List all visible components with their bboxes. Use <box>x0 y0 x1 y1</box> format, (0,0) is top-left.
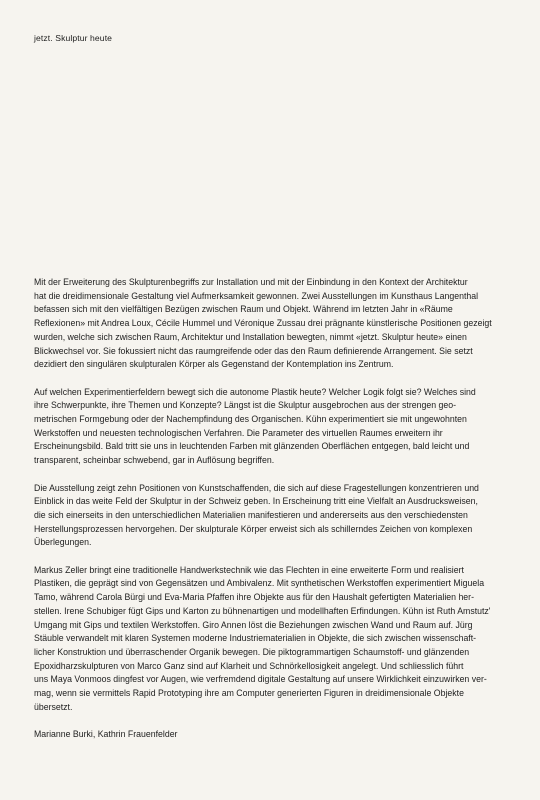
text-line: licher Konstruktion und überraschender Organik bewegen. Die piktogrammartigen Schaumstoff- und glänzenden <box>34 646 470 657</box>
text-line: Mit der Erweiterung des Skulpturenbegriffs zur Installation und mit der Einbindung in den Kontext der Architektur <box>34 277 468 287</box>
text-line: mag, wenn sie vermittels Rapid Prototyping ihre am Computer generierten Figuren in dreidimensionale Objekte <box>34 688 464 699</box>
text-line: die sich einerseits in den unterschiedlichen Materialien manifestieren und andererseits aus den verschiedensten <box>34 509 468 520</box>
text-line: uns Maya Vonmoos dingfest vor Augen, wie verfremdend digitale Gestaltung auf unsere Wirklichkeit einzuwirken ver- <box>34 674 487 685</box>
text-line: Umgang mit Gips und textilen Werkstoffen. Giro Annen löst die Beziehungen zwischen Wand und Raum auf. Jürg <box>34 619 473 630</box>
text-line: hat die dreidimensionale Gestaltung viel Aufmerksamkeit gewonnen. Zwei Ausstellungen im Kunsthaus Langenthal <box>34 290 479 301</box>
text-line: Stäuble verwandelt mit klaren Systemen moderne Industriematerialien in Objekte, die sich zwischen wissenschaft- <box>34 633 477 644</box>
text-line: metrischen Formgebung oder der Nachempfindung des Organischen. Kühn experimentiert sie mit ungewohnten <box>34 414 467 425</box>
text-line: Die Ausstellung zeigt zehn Positionen von Kunstschaffenden, die sich auf diese Fragestellungen konzentrieren und <box>34 482 479 493</box>
text-line: Epoxidharzskulpturen von Marco Ganz sind auf Klarheit und Schnörkellosigkeit angelegt. Und schliesslich führt <box>34 660 464 671</box>
text-line: Tamo, während Carola Bürgi und Eva-Maria Pfaffen ihre Objekte aus für den Haushalt gefertigten Materialien her- <box>34 592 475 603</box>
text-line: transparent, scheinbar schwebend, gar in Auflösung begriffen. <box>34 455 275 466</box>
text-line: stellen. Irene Schubiger fügt Gips und Karton zu bühnenartigen und modellhaften Erfindungen. Kühn ist Ruth Amstutz' <box>34 605 491 616</box>
text-line: Reflexionen» mit Andrea Loux, Cécile Hummel und Véronique Zussau drei prägnante künstlerische Positionen gezeigt <box>34 318 492 329</box>
paragraph <box>34 386 500 468</box>
text-line: Auf welchen Experimentierfeldern bewegt sich die autonome Plastik heute? Welcher Logik folgt sie? Welches sind <box>34 386 476 397</box>
running-head: jetzt. Skulptur heute <box>34 33 113 43</box>
body-text <box>34 276 500 742</box>
paragraph <box>34 564 500 715</box>
text-line: dezidiert den singulären skulpturalen Körper als Gegenstand der Kontemplation ins Zentrum. <box>34 359 394 370</box>
text-line: Werkstoffen und neuesten technologischen Verfahren. Die Parameter des virtuellen Raumes erweitern ihr <box>34 427 443 438</box>
author-signature: Marianne Burki, Kathrin Frauenfelder <box>34 729 178 740</box>
text-line: Herstellungsprozessen hervorgehen. Der skulpturale Körper erweist sich als schillerndes Zeichen von komplexen <box>34 523 473 534</box>
text-line: Blickwechsel vor. Sie fokussiert nicht das raumgreifende oder das den Raum definierende Arrangement. Sie setzt <box>34 345 473 356</box>
text-line: befassen sich mit den vielfältigen Bezügen zwischen Raum und Objekt. Während im letzten Jahr in «Räume <box>34 304 453 315</box>
paragraph <box>34 482 500 551</box>
text-line: Markus Zeller bringt eine traditionelle Handwerkstechnik wie das Flechten in eine erweiterte Form und realisiert <box>34 564 464 575</box>
text-line: Überlegungen. <box>34 537 92 548</box>
text-line: Einblick in das weite Feld der Skulptur in der Schweiz geben. In Erscheinung tritt eine Vielfalt an Ausdrucksweisen, <box>34 496 478 507</box>
paragraph <box>34 276 500 372</box>
text-line: Plastiken, die geprägt sind von Gegensätzen und Ambivalenz. Mit synthetischen Werkstoffen experimentiert Miguela <box>34 578 485 589</box>
text-line: ihre Schwerpunkte, ihre Themen und Konzepte? Längst ist die Skulptur ausgebrochen aus der strengen geo- <box>34 400 457 411</box>
text-line: übersetzt. <box>34 701 73 712</box>
text-line: Erscheinungsbild. Bald tritt sie uns in leuchtenden Farben mit glänzenden Oberflächen entgegen, bald leicht und <box>34 441 470 452</box>
text-line: wurden, welche sich zwischen Raum, Architektur und Installation bewegten, nimmt «jetzt. Skulptur heute» einen <box>34 331 467 342</box>
